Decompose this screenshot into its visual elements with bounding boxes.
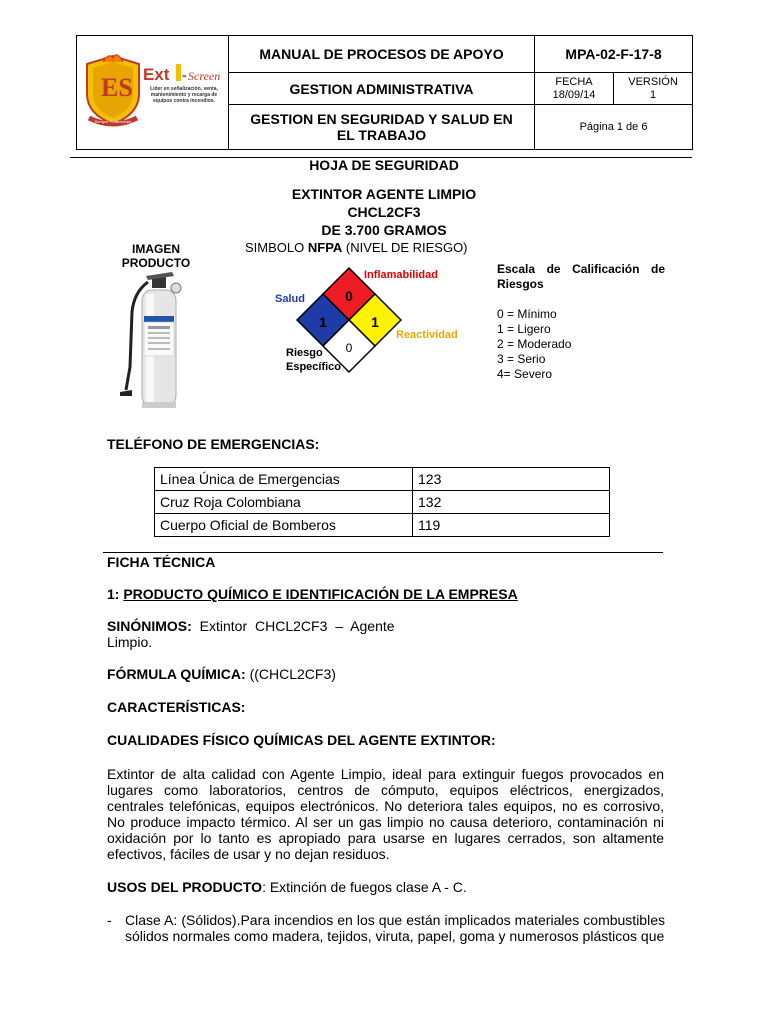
class-a-description: Clase A: (Sólidos).Para incendios en los que están implicados materiales combustibles sólidos normales como madera, tejidos, viruta, papel, goma y numerosos plásticos que bbox=[125, 912, 665, 944]
qualities-heading: CUALIDADES FÍSICO QUÍMICAS DEL AGENTE EXTINTOR: bbox=[107, 732, 496, 748]
synonyms-value-line2: Limpio. bbox=[107, 634, 153, 650]
product-description: Extintor de alta calidad con Agente Limpio, ideal para extinguir fuegos provocados en lugares como laboratorios, centros de cómputo, equipos eléctricos, energizados, centrales telefónicas, equipos electrónicos. No deteriora tales equipos, no es corrosivo, No produce impacto térmico. Al ser un gas limpio no causa deterioro, contaminación ni oxidación por lo tanto es apropiado para usarse en lugares cerrados, son altamente efectivos, fáciles de usar y no dejan residuos. bbox=[107, 766, 664, 862]
uses-value: : Extinción de fuegos clase A - C. bbox=[262, 879, 467, 895]
safety-title: GESTION EN SEGURIDAD Y SALUD EN EL TRABAJO bbox=[229, 105, 535, 150]
risk-scale-item: 4= Severo bbox=[497, 367, 553, 381]
nfpa-special-label-line2: Específico bbox=[286, 361, 342, 373]
page-number: Página 1 de 6 bbox=[535, 105, 693, 150]
emergency-name: Cruz Roja Colombiana bbox=[155, 491, 413, 514]
date-value: 18/09/14 bbox=[552, 88, 596, 101]
document-code: MPA-02-F-17-8 bbox=[535, 36, 693, 73]
document-header bbox=[76, 35, 693, 150]
section1-number: 1: bbox=[107, 586, 124, 602]
management-title: GESTION ADMINISTRATIVA bbox=[229, 73, 535, 105]
emergency-number: 119 bbox=[413, 514, 610, 537]
bullet-marker: - bbox=[107, 912, 112, 928]
nfpa-flammability-value: 0 bbox=[345, 288, 353, 304]
table-row bbox=[155, 514, 610, 537]
nfpa-special-value: 0 bbox=[345, 341, 353, 355]
characteristics-heading: CARACTERÍSTICAS: bbox=[107, 699, 246, 715]
logo-brand-c: Screen bbox=[187, 69, 220, 83]
emergency-heading: TELÉFONO DE EMERGENCIAS: bbox=[107, 436, 320, 452]
image-label bbox=[108, 242, 204, 270]
section1-heading bbox=[107, 586, 518, 602]
ficha-heading: FICHA TÉCNICA bbox=[107, 554, 216, 570]
logo-cell bbox=[77, 36, 229, 150]
nfpa-health-value: 1 bbox=[319, 314, 327, 330]
formula-label: FÓRMULA QUÍMICA: bbox=[107, 666, 246, 682]
nfpa-health-label: Salud bbox=[275, 293, 305, 305]
product-title-line2: CHCL2CF3 bbox=[347, 204, 421, 220]
risk-scale-item: 0 = Mínimo bbox=[497, 307, 557, 321]
nfpa-special-label-line1: Riesgo bbox=[286, 347, 323, 359]
nfpa-reactivity-value: 1 bbox=[371, 314, 379, 330]
emergency-number: 132 bbox=[413, 491, 610, 514]
emergency-table bbox=[154, 467, 610, 537]
risk-scale-item: 2 = Moderado bbox=[497, 337, 572, 351]
emergency-name: Línea Única de Emergencias bbox=[155, 468, 413, 491]
logo-seal-text: Semper Protectorum bbox=[94, 119, 131, 124]
product-uses bbox=[107, 879, 467, 895]
table-row bbox=[155, 468, 610, 491]
logo-brand-a: Ext bbox=[142, 65, 169, 84]
image-label-line2: PRODUCTO bbox=[121, 256, 191, 270]
product-title-line1: EXTINTOR AGENTE LIMPIO bbox=[291, 186, 477, 202]
version-label: VERSIÓN bbox=[628, 75, 678, 88]
ficha-divider bbox=[103, 552, 663, 553]
nfpa-special-label bbox=[286, 346, 341, 374]
date-label: FECHA bbox=[555, 75, 593, 88]
table-row bbox=[155, 491, 610, 514]
manual-title: MANUAL DE PROCESOS DE APOYO bbox=[229, 36, 535, 73]
uses-label: USOS DEL PRODUCTO bbox=[107, 879, 263, 895]
chemical-formula bbox=[107, 666, 336, 682]
nfpa-caption bbox=[245, 240, 468, 255]
logo-tagline: Líder en señalización, venta, mantenimiento y recarga de equipos contra incendios. bbox=[149, 86, 218, 104]
nfpa-caption-bold: NFPA bbox=[307, 240, 343, 255]
image-label-line1: IMAGEN bbox=[132, 242, 180, 256]
date-cell bbox=[535, 73, 614, 105]
nfpa-reactivity-label: Reactividad bbox=[396, 329, 458, 341]
nfpa-caption-suffix: (NIVEL DE RIESGO) bbox=[342, 240, 468, 255]
emergency-number: 123 bbox=[413, 468, 610, 491]
sheet-title: HOJA DE SEGURIDAD bbox=[309, 157, 459, 173]
logo-monogram: ES bbox=[100, 73, 133, 102]
nfpa-caption-prefix: SIMBOLO bbox=[245, 240, 308, 255]
version-cell bbox=[614, 73, 693, 105]
emergency-name: Cuerpo Oficial de Bomberos bbox=[155, 514, 413, 537]
synonyms-value: Extintor CHCL2CF3 – Agente bbox=[191, 618, 395, 634]
section1-title: PRODUCTO QUÍMICO E IDENTIFICACIÓN DE LA EMPRESA bbox=[123, 586, 518, 602]
risk-scale-item: 3 = Serio bbox=[497, 352, 546, 366]
fire-extinguisher-image bbox=[118, 272, 196, 412]
risk-scale-list bbox=[497, 307, 571, 382]
formula-value: ((CHCL2CF3) bbox=[245, 666, 336, 682]
company-logo bbox=[79, 50, 227, 130]
risk-scale-item: 1 = Ligero bbox=[497, 322, 551, 336]
synonyms-label: SINÓNIMOS: bbox=[107, 618, 192, 634]
logo-brand-b: - bbox=[181, 67, 187, 83]
product-title-line3: DE 3.700 GRAMOS bbox=[321, 222, 447, 238]
risk-scale-title: Escala de Calificación de Riesgos bbox=[497, 262, 665, 291]
nfpa-flammability-label: Inflamabilidad bbox=[364, 269, 438, 281]
synonyms bbox=[107, 618, 397, 650]
version-value: 1 bbox=[649, 88, 657, 101]
